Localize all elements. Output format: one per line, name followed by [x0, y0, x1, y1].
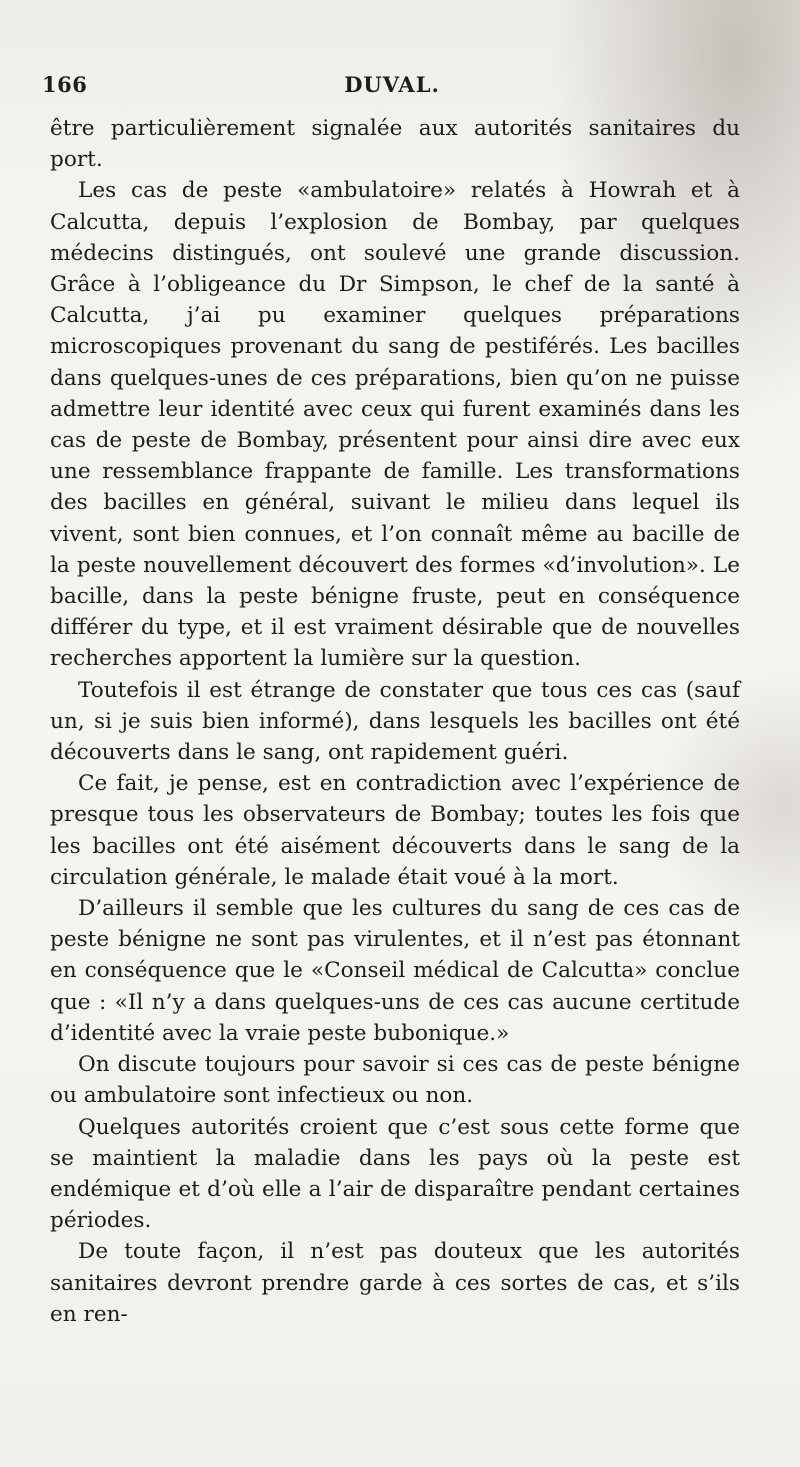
paragraph-continuation: être particulièrement signalée aux autorités sanitaires du port. [50, 116, 740, 173]
paragraph-infectious: On discute toujours pour savoir si ces cas de peste bénigne ou ambulatoire sont infectieux ou non. [50, 1052, 740, 1109]
paragraph-recovery: Toutefois il est étrange de constater que tous ces cas (sauf un, si je suis bien informé), dans lesquels les bacilles ont été découverts dans le sang, ont rapidement guéri. [50, 677, 740, 766]
paragraph-contradiction: Ce fait, je pense, est en contradiction avec l’expérience de presque tous les observateurs de Bombay; toutes les fois que les bacilles ont été aisément découverts dans le sang de la circulation générale, le malade était voué à la mort. [50, 771, 740, 890]
body-text [50, 113, 740, 1330]
paragraph-endemic: Quelques autorités croient que c’est sous cette forme que se maintient la maladie dans les pays où la peste est endémique et d’où elle a l’air de disparaître pendant certaines périodes. [50, 1114, 740, 1234]
page-number: 166 [42, 72, 88, 97]
page-header [42, 72, 742, 106]
paragraph-ambulatory-plague: Les cas de peste «ambulatoire» relatés à Howrah et à Calcutta, depuis l’explosion de Bombay, par quelques médecins distingués, ont soulevé une grande discussion. Grâce à l’obligeance du Dr Simpson, le chef de la santé à Calcutta, j’ai pu examiner quelques préparations microscopiques provenant du sang de pestiférés. Les bacilles dans quelques-unes de ces préparations, bien qu’on ne puisse admettre leur identité avec ceux qui furent examinés dans les cas de peste de Bombay, présentent pour ainsi dire avec eux une ressemblance frappante de famille. Les transformations des bacilles en général, suivant le milieu dans lequel ils vivent, sont bien connues, et l’on connaît même au bacille de la peste nouvellement découvert des formes «d’involution». Le bacille, dans la peste bénigne fruste, peut en conséquence différer du type, et il est vraiment désirable que de nouvelles recherches apportent la lumière sur la question. [50, 178, 740, 672]
running-title: DUVAL. [344, 72, 440, 97]
paragraph-cultures: D’ailleurs il semble que les cultures du sang de ces cas de peste bénigne ne sont pas virulentes, et il n’est pas étonnant en conséquence que le «Conseil médical de Calcutta» conclue que : «Il n’y a dans quelques-uns de ces cas aucune certitude d’identité avec la vraie peste bubonique.» [50, 896, 740, 1046]
paragraph-sanitary-authorities: De toute façon, il n’est pas douteux que les autorités sanitaires devront prendre garde à ces sortes de cas, et s’ils en ren- [50, 1239, 740, 1327]
